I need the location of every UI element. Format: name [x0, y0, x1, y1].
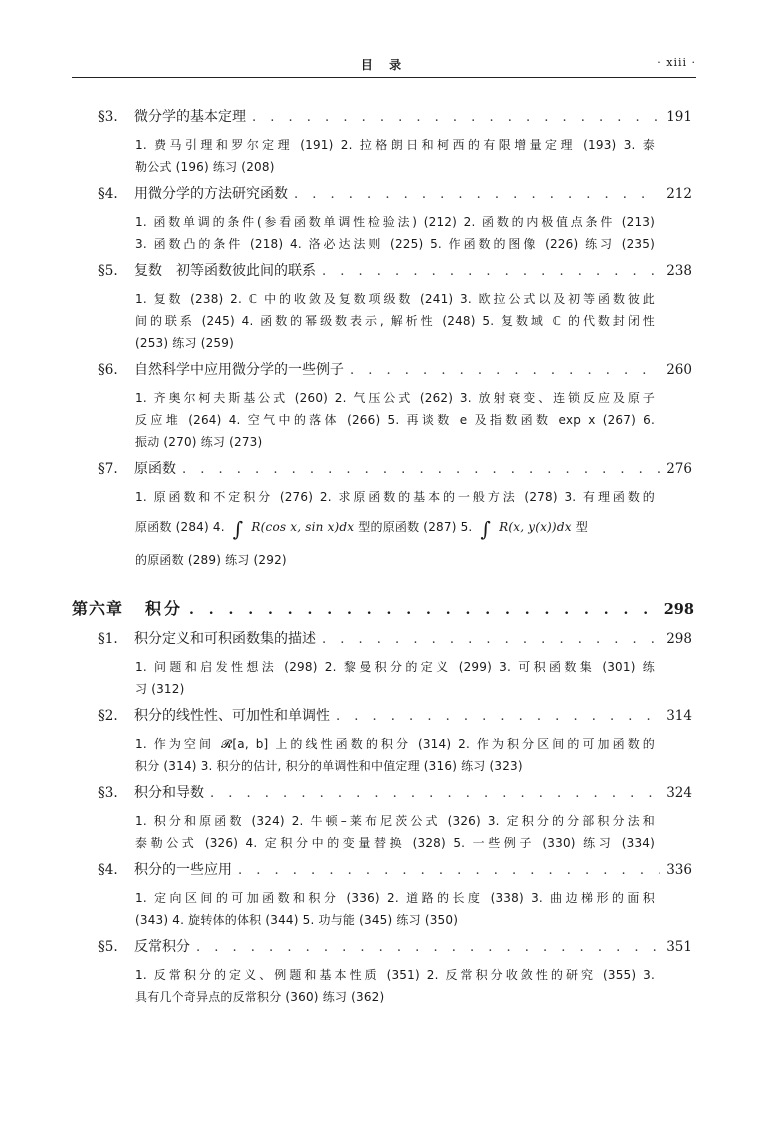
- section-title: 复数 初等函数彼此间的联系: [134, 263, 316, 279]
- section-page: 351: [666, 939, 692, 955]
- dot-leader: [350, 363, 660, 378]
- subsection-line: 1. 费马引理和罗尔定理 (191) 2. 拉格朗日和柯西的有限增量定理 (193) 3. 泰: [135, 138, 655, 152]
- subsection-line: 1. 作为空间 𝓡[a, b] 上的线性函数的积分 (314) 2. 作为积分区间的可加函数的: [135, 737, 655, 751]
- section-title: 反常积分: [134, 939, 190, 955]
- dot-leader: [336, 709, 660, 724]
- chapter-title: 积分: [145, 599, 184, 618]
- integral-line-pre: 原函数 (284) 4.: [135, 520, 225, 534]
- section-page: 260: [666, 362, 692, 378]
- subsection-line: 勒公式 (196) 练习 (208): [135, 160, 275, 174]
- section-number: §4.: [98, 186, 118, 202]
- subsection-line: (343) 4. 旋转体的体积 (344) 5. 功与能 (345) 练习 (350): [135, 913, 459, 927]
- section-title: 积分的一些应用: [134, 862, 232, 878]
- subsection-line: 泰勒公式 (326) 4. 定积分中的变量替换 (328) 5. 一些例子 (330) 练习 (334): [135, 836, 655, 850]
- header-title: 目 录: [360, 58, 408, 72]
- subsection-line: 的原函数 (289) 练习 (292): [135, 553, 287, 567]
- section-page: 191: [666, 109, 692, 125]
- dot-leader: [210, 786, 660, 801]
- subsection-line: 具有几个奇异点的反常积分 (360) 练习 (362): [135, 990, 385, 1004]
- section-title: 微分学的基本定理: [134, 109, 246, 125]
- integral-sign: ∫: [480, 517, 492, 541]
- dot-leader: [294, 187, 660, 202]
- section-number: §1.: [98, 631, 118, 647]
- integrand-expression: R(cos x, sin x)dx: [251, 520, 355, 534]
- chapter-label: 第六章: [72, 599, 124, 618]
- integrand-expression: R(x, y(x))dx: [499, 520, 572, 534]
- toc-entry-section[interactable]: [98, 705, 692, 727]
- chapter-page: 298: [663, 601, 694, 618]
- subsection-line: 间的联系 (245) 4. 函数的幂级数表示, 解析性 (248) 5. 复数域 ℂ 的代数封闭性: [135, 314, 655, 328]
- section-number: §5.: [98, 939, 118, 955]
- toc-entry-section[interactable]: [98, 458, 692, 480]
- dot-leader: [252, 110, 660, 125]
- section-page: 336: [666, 862, 692, 878]
- section-number: §2.: [98, 708, 118, 724]
- section-title: 用微分学的方法研究函数: [134, 186, 288, 202]
- running-header: [72, 56, 696, 76]
- subsection-line: 1. 积分和原函数 (324) 2. 牛顿–莱布尼茨公式 (326) 3. 定积分的分部积分法和: [135, 814, 655, 828]
- section-title: 积分和导数: [134, 785, 204, 801]
- subsection-line: 1. 反常积分的定义、例题和基本性质 (351) 2. 反常积分收敛性的研究 (355) 3.: [135, 968, 655, 982]
- toc-entry-section[interactable]: [98, 859, 692, 881]
- toc-entry-section[interactable]: [98, 936, 692, 958]
- toc-entry-section[interactable]: [98, 782, 692, 804]
- section-page: 238: [666, 263, 692, 279]
- section-page: 324: [666, 785, 692, 801]
- subsection-line: 1. 齐奥尔柯夫斯基公式 (260) 2. 气压公式 (262) 3. 放射衰变、连锁反应及原子: [135, 391, 655, 405]
- integral-line-post: 型: [575, 520, 588, 534]
- header-rule: [72, 77, 696, 78]
- toc-entry-section[interactable]: [98, 359, 692, 381]
- subsection-line: 1. 复数 (238) 2. ℂ 中的收敛及复数项级数 (241) 3. 欧拉公式以及初等函数彼此: [135, 292, 655, 306]
- dot-leader: [322, 264, 660, 279]
- integral-sign: ∫: [232, 517, 244, 541]
- section-page: 298: [666, 631, 692, 647]
- section-number: §4.: [98, 862, 118, 878]
- dot-leader: [189, 602, 658, 618]
- subsection-line: 1. 原函数和不定积分 (276) 2. 求原函数的基本的一般方法 (278) 3. 有理函数的: [135, 490, 655, 504]
- section-title: 积分定义和可积函数集的描述: [134, 631, 316, 647]
- toc-entry-section[interactable]: [98, 106, 692, 128]
- section-number: §3.: [98, 109, 118, 125]
- header-page-number: · xiii ·: [657, 56, 696, 69]
- section-title: 原函数: [134, 461, 176, 477]
- subsection-line: 振动 (270) 练习 (273): [135, 435, 263, 449]
- section-page: 276: [666, 461, 692, 477]
- toc-entry-section[interactable]: [98, 628, 692, 650]
- section-number: §5.: [98, 263, 118, 279]
- toc-entry-section[interactable]: [98, 260, 692, 282]
- section-number: §7.: [98, 461, 118, 477]
- subsection-line: 反应堆 (264) 4. 空气中的落体 (266) 5. 再谈数 e 及指数函数 exp x (267) 6.: [135, 413, 655, 427]
- dot-leader: [238, 863, 660, 878]
- dot-leader: [182, 462, 660, 477]
- subsection-line: 1. 函数单调的条件(参看函数单调性检验法) (212) 2. 函数的内极值点条件 (213): [135, 215, 655, 229]
- dot-leader: [196, 940, 660, 955]
- toc-entry-section[interactable]: [98, 183, 692, 205]
- section-number: §3.: [98, 785, 118, 801]
- integral-line-mid: 型的原函数 (287) 5.: [358, 520, 473, 534]
- subsection-line: 1. 问题和启发性想法 (298) 2. 黎曼积分的定义 (299) 3. 可积函数集 (301) 练: [135, 660, 655, 674]
- section-number: §6.: [98, 362, 118, 378]
- subsection-line: 1. 定向区间的可加函数和积分 (336) 2. 道路的长度 (338) 3. 曲边梯形的面积: [135, 891, 655, 905]
- subsection-line: 积分 (314) 3. 积分的估计, 积分的单调性和中值定理 (316) 练习 (323): [135, 759, 523, 773]
- dot-leader: [322, 632, 660, 647]
- section-page: 314: [666, 708, 692, 724]
- section-title: 积分的线性性、可加性和单调性: [134, 708, 330, 724]
- toc-entry-chapter[interactable]: [72, 596, 694, 620]
- subsection-line-with-integrals: [135, 516, 655, 541]
- section-page: 212: [666, 186, 692, 202]
- section-title: 自然科学中应用微分学的一些例子: [134, 362, 344, 378]
- subsection-line: 3. 函数凸的条件 (218) 4. 洛必达法则 (225) 5. 作函数的图像 (226) 练习 (235): [135, 237, 655, 251]
- subsection-line: (253) 练习 (259): [135, 336, 234, 350]
- subsection-line: 习 (312): [135, 682, 185, 696]
